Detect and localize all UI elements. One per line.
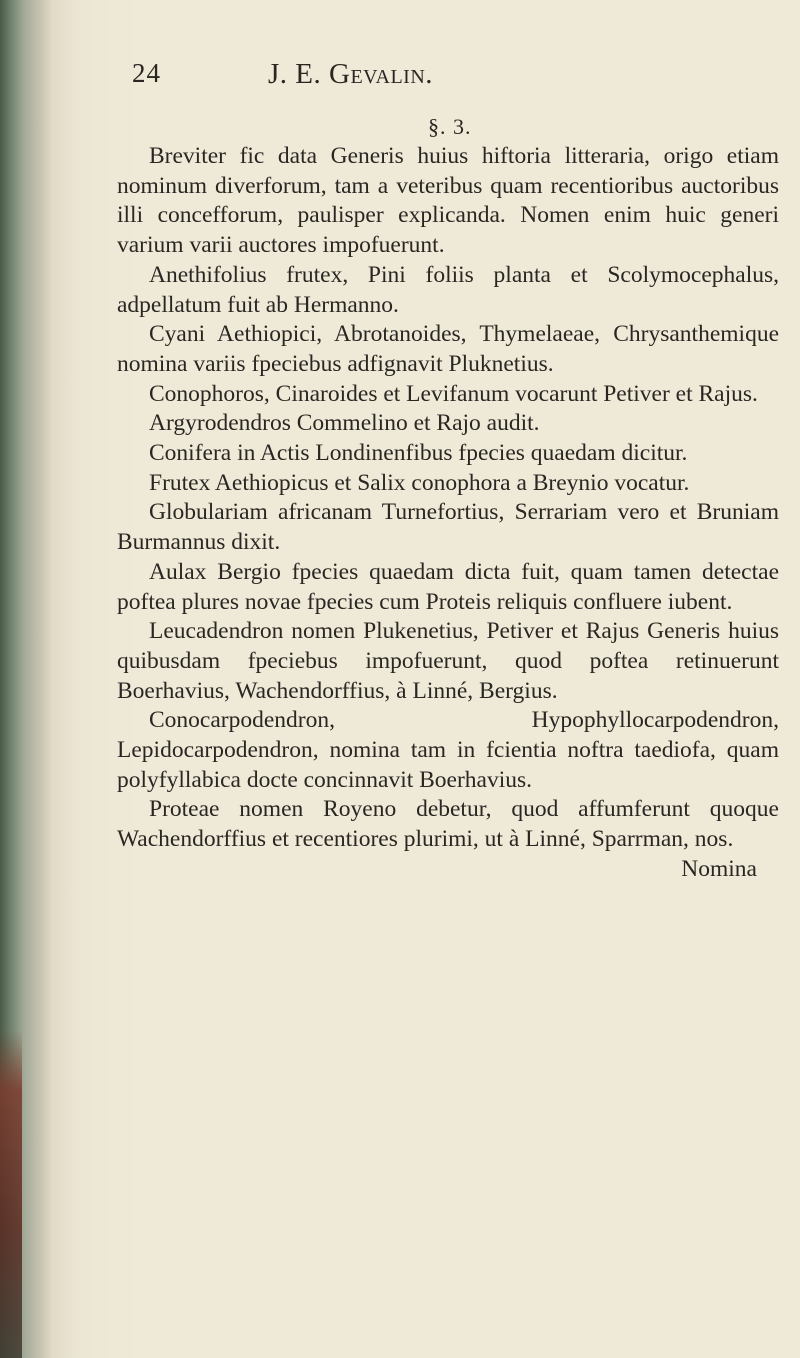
paragraph-bergius: Aulax Bergio fpecies quaedam dicta fuit, quam tamen detectae poftea plures novae fpecies cum Proteis reliquis confluere iubent.: [117, 558, 779, 615]
paragraph-breyne: Frutex Aethiopicus et Salix conophora a Breynio vocatur.: [149, 469, 690, 496]
paragraph-petiver: Conophoros, Cinaroides et Levifanum vocarunt Petiver et Rajus.: [149, 380, 758, 407]
paragraph-boerhaave: Conocarpodendron, Hypophyllocarpodendron, Lepidocarpodendron, nomina tam in fcientia noftra taediofa, quam polyfyllabica docte concinnavit Boerhavius.: [117, 707, 779, 793]
paragraph-conifera: Conifera in Actis Londinenfibus fpecies quaedam dicitur.: [149, 440, 688, 467]
body-text: [117, 142, 779, 885]
paragraph-pluknet: Cyani Aethiopici, Abrotanoides, Thymelaeae, Chrysanthemique nomina variis fpeciebus adfignavit Pluknetius.: [117, 321, 779, 377]
paragraph-tournefort: Globulariam africanam Turnefortius, Serrariam vero et Bruniam Burmannus dixit.: [117, 499, 779, 556]
section-heading: §. 3.: [428, 114, 472, 139]
paragraph-hermann: Anethifolius frutex, Pini foliis planta et Scolymocephalus, adpellatum fuit ab Hermanno.: [117, 261, 779, 318]
running-head: J. E. Gevalin.: [268, 58, 434, 90]
page-number: 24: [132, 58, 161, 88]
catchword: Nomina: [681, 855, 757, 882]
paragraph-royen: Proteae nomen Royeno debetur, quod affumferunt quoque Wachendorffius et recentiores plurimi, ut à Linné, Sparrman, nos.: [117, 796, 779, 853]
paragraph-leucadendron: Leucadendron nomen Plukenetius, Petiver et Rajus Generis huius quibusdam fpeciebus impofuerunt, quod poftea retinuerunt Boerhavius, Wachendorffius, à Linné, Bergius.: [117, 618, 779, 704]
paragraph-commelin: Argyrodendros Commelino et Rajo audit.: [149, 410, 540, 437]
binding-marbled-edge: [0, 1030, 22, 1358]
paragraph-intro: Breviter fic data Generis huius hiftoria litteraria, origo etiam nominum diverforum, tam a veteribus quam recentioribus auctoribus illi concefforum, paulisper explicanda. Nomen enim huic generi varium varii auctores impofuerunt.: [117, 143, 779, 259]
page-header: [0, 58, 800, 98]
